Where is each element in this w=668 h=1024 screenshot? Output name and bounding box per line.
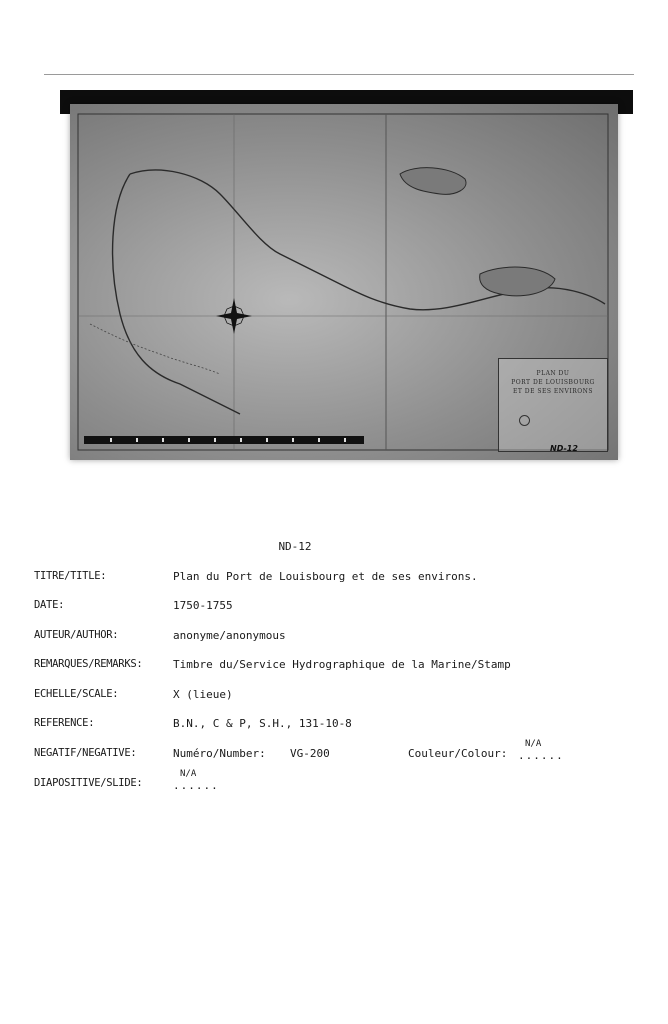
compass-rose (216, 298, 252, 334)
cartouche-text (503, 369, 603, 396)
map-photograph (70, 104, 618, 460)
cartouche-seal (519, 415, 530, 426)
title-value: Plan du Port de Louisbourg et de ses environs. (173, 570, 478, 583)
reference-value: B.N., C & P, S.H., 131-10-8 (173, 717, 352, 730)
slide-dots: ...... (173, 779, 219, 792)
title-label: TITRE/TITLE: (34, 570, 107, 582)
map-shoal (90, 324, 220, 374)
colour-dots: ...... (518, 749, 564, 762)
cartouche-line: PORT DE LOUISBOURG (511, 379, 595, 386)
map-island (480, 267, 555, 296)
map-cartouche (498, 358, 608, 452)
map-sheet-label: ND-12 (550, 444, 578, 453)
scale-bar (84, 436, 364, 444)
negative-number-label: Numéro/Number: (173, 747, 266, 760)
record-id: ND-12 (278, 540, 312, 553)
top-rule (44, 74, 634, 75)
remarks-value: Timbre du/Service Hydrographique de la Marine/Stamp (173, 658, 511, 671)
reference-label: REFERENCE: (34, 717, 95, 729)
colour-value: N/A (525, 739, 542, 749)
slide-label: DIAPOSITIVE/SLIDE: (34, 777, 143, 789)
remarks-label: REMARQUES/REMARKS: (34, 658, 143, 670)
map-coastline-west (113, 174, 240, 414)
colour-label: Couleur/Colour: (408, 747, 508, 760)
cartouche-line: PLAN DU (536, 370, 570, 377)
negative-number-value: VG-200 (290, 747, 330, 760)
scale-value: X (lieue) (173, 688, 233, 701)
negative-label: NEGATIF/NEGATIVE: (34, 747, 137, 759)
author-label: AUTEUR/AUTHOR: (34, 629, 119, 641)
author-value: anonyme/anonymous (173, 629, 286, 642)
date-label: DATE: (34, 599, 65, 611)
cartouche-line: ET DE SES ENVIRONS (512, 388, 594, 395)
map-island (400, 168, 466, 195)
scale-label: ECHELLE/SCALE: (34, 688, 119, 700)
date-value: 1750-1755 (173, 599, 233, 612)
slide-value: N/A (180, 769, 197, 779)
